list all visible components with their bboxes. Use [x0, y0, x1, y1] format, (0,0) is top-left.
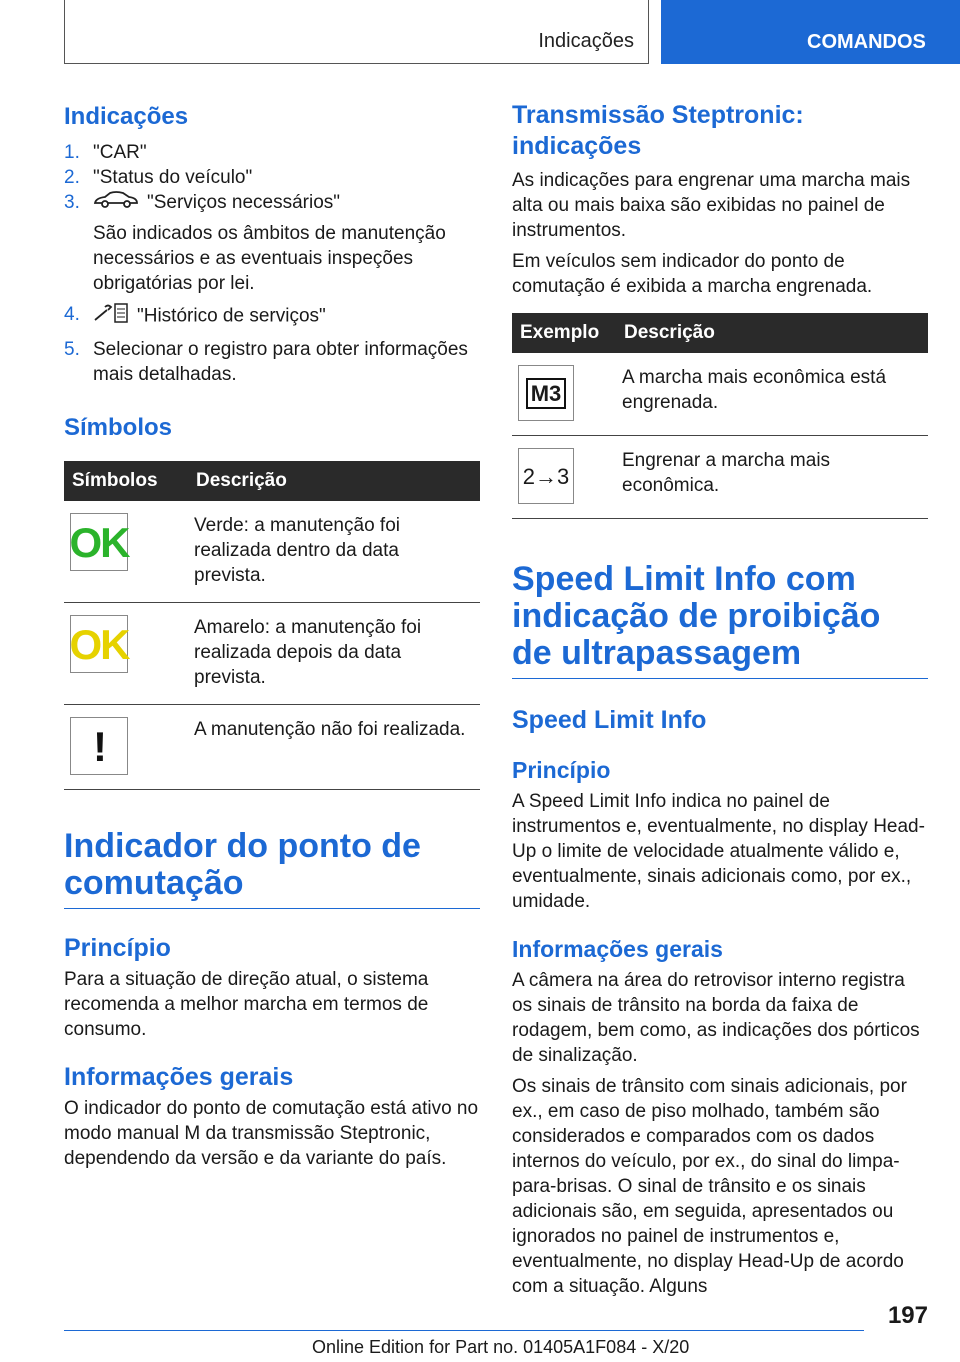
sli-info-heading: Informações gerais	[512, 936, 723, 962]
header-chapter-title: COMANDOS	[807, 31, 926, 53]
edition-text: Online Edition for Part no. 01405A1F084 - X/20	[312, 1337, 690, 1357]
header-section-box	[64, 0, 649, 64]
shift-indicator-heading: Indicador do ponto de comutação	[64, 828, 480, 909]
ok-yellow-icon: OK	[70, 615, 128, 673]
wrench-list-icon	[93, 302, 129, 331]
list-item: 2. "Status do veículo"	[64, 167, 253, 188]
list-item: 4. "Histórico de serviços"	[64, 302, 480, 331]
footer-divider	[64, 1330, 864, 1331]
symbols-table-header: Símbolos Descrição	[64, 461, 480, 501]
speed-limit-heading: Speed Limit Info com indicação de proibição de ultrapassagem	[512, 561, 928, 679]
table-row: 2→3 Engrenar a marcha mais econômica.	[512, 436, 928, 519]
sli-info-text-2: Os sinais de trânsito com sinais adicionais, por ex., em caso de piso molhado, também são considerados e comparados com os dados internos do veículo, por ex., do sinal do limpa-para-brisas. O sinal de trânsito e os sinais adicionais são, em seguida, apresentados ou ignorados no painel de instrumentos e, eventualmente, no display Head-Up de acordo com a situação. Alguns	[512, 1076, 907, 1297]
sli-info-text-1: A câmera na área do retrovisor interno registra os sinais de trânsito na borda da faixa de rodagem, bem como, as indicações dos pórticos de sinalização.	[512, 970, 920, 1066]
left-column	[64, 100, 480, 1171]
header-section-title: Indicações	[538, 30, 634, 52]
table-row: OK Verde: a manutenção foi realizada dentro da data prevista.	[64, 501, 480, 603]
sli-principio-heading: Princípio	[512, 757, 611, 783]
sli-heading: Speed Limit Info	[512, 706, 707, 734]
page-number: 197	[887, 1302, 928, 1329]
symbols-table	[64, 461, 480, 790]
car-icon	[93, 190, 139, 215]
indicacoes-list	[64, 140, 480, 387]
principio-text: Para a situação de direção atual, o sistema recomenda a melhor marcha em termos de consumo.	[64, 969, 429, 1041]
list-item-sub: São indicados os âmbitos de manutenção necessários e as eventuais inspeções obrigatórias por lei.	[93, 223, 446, 295]
ok-green-icon: OK	[70, 513, 128, 571]
steptronic-heading: Transmissão Steptronic: indicações	[512, 101, 804, 160]
list-item: 1. "CAR"	[64, 142, 147, 163]
header-chapter-box	[661, 0, 960, 64]
steptronic-text-1: As indicações para engrenar uma marcha mais alta ou mais baixa são exibidas no painel de instrumentos.	[512, 170, 911, 241]
steptronic-text-2: Em veículos sem indicador do ponto de comutação é exibida a marcha engrenada.	[512, 251, 873, 297]
right-column	[512, 100, 928, 1299]
table-row: OK Amarelo: a manutenção foi realizada depois da data prevista.	[64, 603, 480, 705]
gear-table	[512, 313, 928, 519]
gear-upshift-icon: 2→3	[518, 448, 574, 504]
list-item: 3. "Serviços necessários" São indicados os âmbitos de manutenção necessários e as eventuais inspeções obrigatórias por lei.	[64, 190, 480, 296]
gear-m3-icon: M3	[518, 365, 574, 421]
info-text: O indicador do ponto de comutação está ativo no modo manual M da transmissão Steptronic, dependendo da versão e da variante do país.	[64, 1098, 479, 1170]
simbolos-heading: Símbolos	[64, 414, 173, 442]
indicacoes-heading: Indicações	[64, 103, 189, 130]
table-row: ! A manutenção não foi realizada.	[64, 705, 480, 790]
sli-principio-text: A Speed Limit Info indica no painel de instrumentos e, eventualmente, no display Head-Up o limite de velocidade atualmente válido e, eventualmente, sinais adicionais como, por ex., umidade.	[512, 791, 925, 912]
info-heading: Informações gerais	[64, 1063, 294, 1092]
table-row: M3 A marcha mais econômica está engrenada.	[512, 353, 928, 436]
list-item: 5. Selecionar o registro para obter informações mais detalhadas.	[64, 339, 468, 386]
gear-table-header: Exemplo Descrição	[512, 313, 928, 353]
exclamation-icon: !	[70, 717, 128, 775]
principio-heading: Princípio	[64, 934, 171, 963]
